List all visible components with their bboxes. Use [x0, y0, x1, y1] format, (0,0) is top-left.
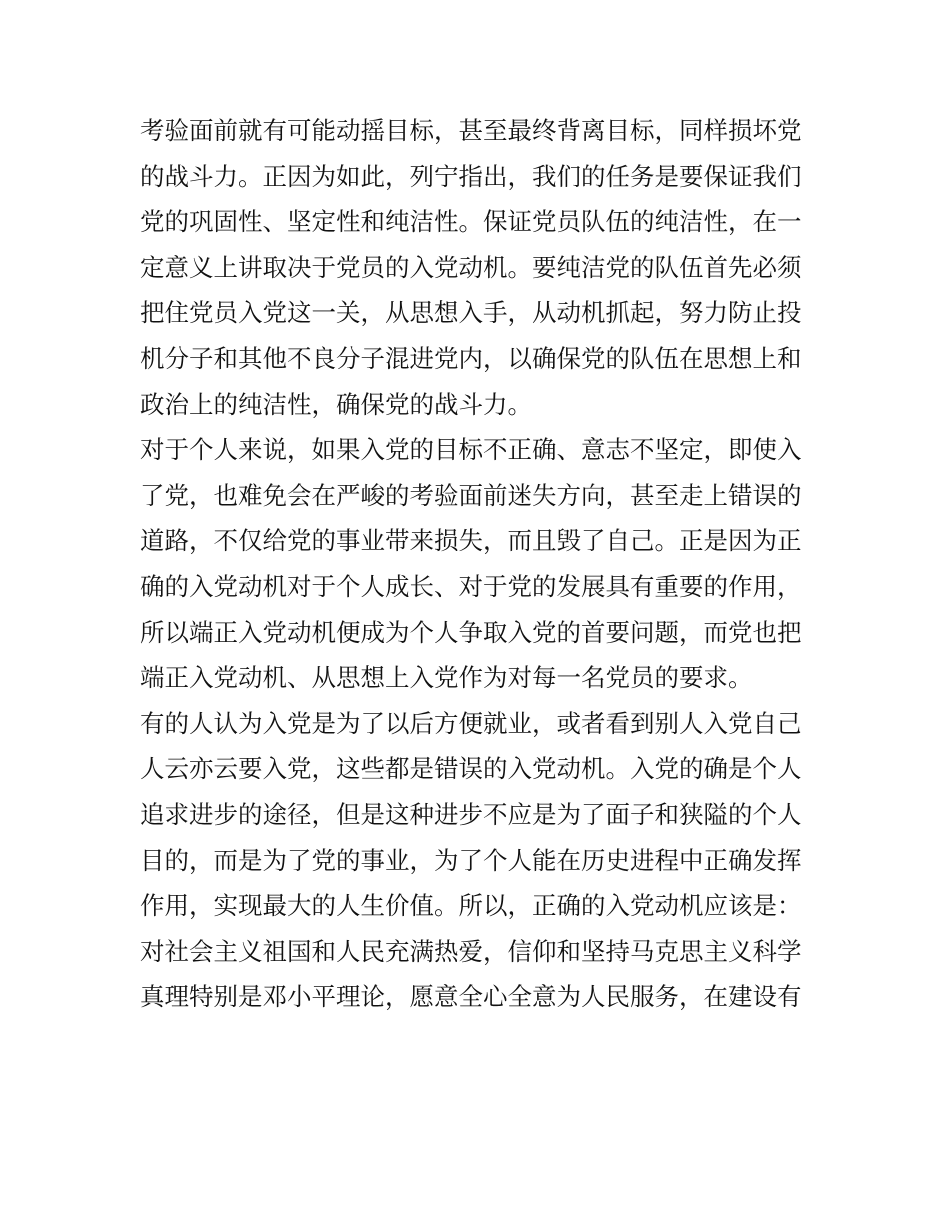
text-line-1: 考验面前就有可能动摇目标，甚至最终背离目标，同样损坏党	[140, 116, 802, 145]
text-line-16: 追求进步的途径，但是这种进步不应是为了面子和狭隘的个人	[140, 799, 802, 829]
text-line-8: 对于个人来说，如果入党的目标不正确、意志不坚定，即使入	[140, 435, 802, 465]
text-line-13: 端正入党动机、从思想上入党作为对每一名党员的要求。	[140, 663, 753, 693]
text-line-7: 政治上的纯洁性，确保党的战斗力。	[140, 389, 532, 419]
text-line-3: 党的巩固性、坚定性和纯洁性。保证党员队伍的纯洁性，在一	[140, 207, 802, 237]
text-line-10: 道路，不仅给党的事业带来损失，而且毁了自己。正是因为正	[140, 526, 802, 556]
text-line-2: 的战斗力。正因为如此，列宁指出，我们的任务是要保证我们	[140, 161, 802, 191]
body-text	[140, 108, 820, 1020]
text-line-14: 有的人认为入党是为了以后方便就业，或者看到别人入党自己	[140, 708, 802, 738]
text-line-11: 确的入党动机对于个人成长、对于党的发展具有重要的作用，	[140, 571, 802, 601]
text-line-18: 作用，实现最大的人生价值。所以，正确的入党动机应该是：	[140, 891, 802, 921]
text-line-15: 人云亦云要入党，这些都是错误的入党动机。入党的确是个人	[140, 754, 802, 784]
text-line-6: 机分子和其他不良分子混进党内，以确保党的队伍在思想上和	[140, 343, 802, 373]
text-line-20: 真理特别是邓小平理论，愿意全心全意为人民服务，在建设有	[140, 982, 802, 1012]
text-line-12: 所以端正入党动机便成为个人争取入党的首要问题，而党也把	[140, 617, 802, 647]
text-line-17: 目的，而是为了党的事业，为了个人能在历史进程中正确发挥	[140, 845, 802, 875]
text-line-9: 了党，也难免会在严峻的考验面前迷失方向，甚至走上错误的	[140, 480, 802, 510]
text-line-5: 把住党员入党这一关，从思想入手，从动机抓起，努力防止投	[140, 298, 802, 328]
text-line-19: 对社会主义祖国和人民充满热爱，信仰和坚持马克思主义科学	[140, 936, 802, 966]
text-line-4: 定意义上讲取决于党员的入党动机。要纯洁党的队伍首先必须	[140, 252, 802, 282]
